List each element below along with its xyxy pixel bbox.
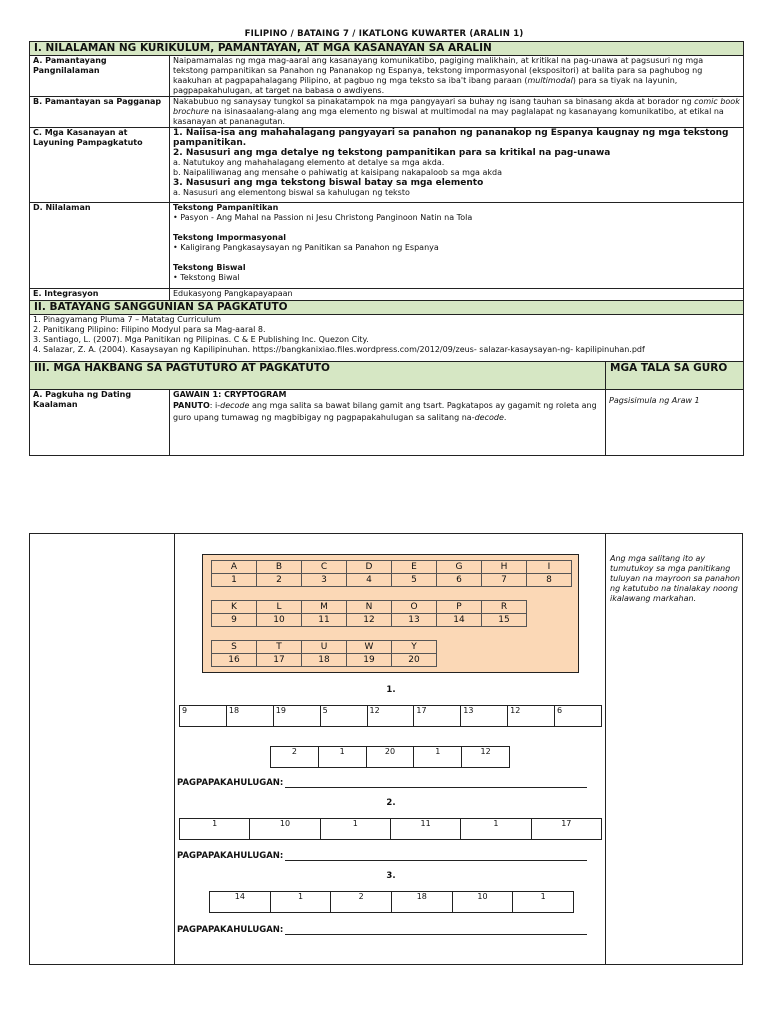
cipher-row-2: K L M N O P R 9 10 11 12 13 14 15 — [211, 600, 527, 627]
cipher-row-3: S T U W Y 16 17 18 19 20 — [211, 640, 437, 667]
answer-box[interactable]: 5 — [320, 706, 367, 727]
answer-box[interactable]: 9 — [180, 706, 227, 727]
puzzle-1-boxes-line-1 — [179, 705, 602, 727]
answer-box[interactable]: 1 — [513, 892, 574, 913]
row-e-label: E. Integrasyon — [30, 289, 170, 301]
row-a-label: A. Pamantayang Pangnilalaman — [30, 56, 170, 97]
answer-box[interactable]: 1 — [320, 819, 390, 840]
meaning-line-2: PAGPAPAKAHULUGAN: — [177, 851, 587, 861]
puzzle-3-number: 3. — [386, 871, 396, 881]
section-3-title: III. MGA HAKBANG SA PAGTUTURO AT PAGKATUTO — [30, 362, 606, 390]
document-title: FILIPINO / BATAING 7 / IKATLONG KUWARTER (ARALIN 1) — [244, 29, 524, 39]
step-a-note: Pagsisimula ng Araw 1 — [606, 390, 744, 456]
answer-box[interactable]: 11 — [390, 819, 460, 840]
answer-box[interactable]: 12 — [508, 706, 555, 727]
references-list: 1. Pinagyamang Pluma 7 – Matatag Curriculum 2. Panitikang Pilipino: Filipino Modyul para sa Mag-aaral 8. 3. Santiago, L. (2007). Mga Panitikan ng Pilipinas. C & E Publishing Inc. Quezon City. 4. Salazar, Z. A. (2004). Kasaysayan ng Kapilipinuhan. https://bangkanixiao.files.wordpress.com/2012/09/zeus- salazar-kasaysayan-ng- kapilipinuhan.pdf — [30, 315, 744, 362]
answer-box[interactable]: 20 — [366, 747, 414, 768]
row-c-content: 1. Naiisa-isa ang mahahalagang pangyayari sa panahon ng pananakop ng Espanya kaugnay ng mga tekstong pampanitikan. 2. Nasusuri ang mga detalye ng tekstong pampanitikan para sa kritikal na pag-unawa a. Natutukoy ang mahahalagang elemento at detalye sa mga akda. b. Naipaliliwanag ang mensahe o pahiwatig at kaisipang nakapaloob sa mga akda 3. Nasusuri ang mga tekstong biswal batay sa mga elemento a. Nasusuri ang elementong biswal sa kahulugan ng teksto — [170, 128, 744, 203]
meaning-line-3: PAGPAPAKAHULUGAN: — [177, 925, 587, 935]
answer-box[interactable]: 17 — [531, 819, 601, 840]
meaning-answer-line[interactable] — [285, 925, 587, 935]
answer-box[interactable]: 13 — [461, 706, 508, 727]
answer-box[interactable]: 18 — [391, 892, 452, 913]
puzzle-3-boxes — [209, 891, 574, 913]
answer-box[interactable]: 17 — [414, 706, 461, 727]
answer-box[interactable]: 10 — [250, 819, 320, 840]
row-b-content: Nakabubuo ng sanaysay tungkol sa pinakatampok na mga pangyayari sa buhay ng isang tauhan sa binasang akda at borador ng comic book brochure na isinasaalang-alang ang mga elemento ng biswal at multimodal na may paglalapat ng kasanayang komunikatibo, at etikal na kasanayan at pananagutan. — [170, 97, 744, 128]
column-divider — [605, 534, 606, 964]
answer-box[interactable]: 6 — [555, 706, 602, 727]
cipher-row-1: A B C D E G H I 1 2 3 4 5 6 7 8 — [211, 560, 572, 587]
puzzle-1-boxes-line-2 — [270, 746, 510, 768]
answer-box[interactable]: 12 — [367, 706, 414, 727]
meaning-answer-line[interactable] — [285, 851, 587, 861]
section-1-title: I. NILALAMAN NG KURIKULUM, PAMANTAYAN, AT MGA KASANAYAN SA ARALIN — [30, 42, 744, 56]
section-2-title: II. BATAYANG SANGGUNIAN SA PAGKATUTO — [30, 301, 744, 315]
puzzle-1-number: 1. — [386, 685, 396, 695]
row-d-label: D. Nilalaman — [30, 203, 170, 289]
puzzle-2-number: 2. — [386, 798, 396, 808]
row-a-content: Naipamamalas ng mga mag-aaral ang kasanayang komunikatibo, pagiging malikhain, at kritikal na pag-unawa at pagsusuri ng mga tekstong pampanitikan sa Panahon ng Pananakop ng Espanya, tekstong impormasyonal (ekspositori) at balita para sa paghubog ng kaakuhan at pagpapahalagang Pilipino, at pagbuo ng mga teksto sa iba't ibang paraan (multimodal) para sa tiyak na layunin, pagpapakahulugan, at target na babasa o awdiyens. — [170, 56, 744, 97]
row-d-content: Tekstong Pampanitikan • Pasyon - Ang Mahal na Passion ni Jesu Christong Panginoon Natin na Tola Tekstong Impormasyonal • Kaligirang Pangkasaysayan ng Panitikan sa Panahon ng Espanya Tekstong Biswal • Tekstong Biwal — [170, 203, 744, 289]
column-divider — [174, 534, 175, 964]
row-b-label: B. Pamantayan sa Pagganap — [30, 97, 170, 128]
meaning-answer-line[interactable] — [285, 778, 587, 788]
answer-box[interactable]: 18 — [226, 706, 273, 727]
answer-box[interactable]: 1 — [318, 747, 366, 768]
puzzle-2-boxes — [179, 818, 602, 840]
answer-box[interactable]: 19 — [273, 706, 320, 727]
notes-header: MGA TALA SA GURO — [606, 362, 744, 390]
step-a-label: A. Pagkuha ng Dating Kaalaman — [30, 390, 170, 456]
meaning-line-1: PAGPAPAKAHULUGAN: — [177, 778, 587, 788]
answer-box[interactable]: 1 — [414, 747, 462, 768]
teacher-note: Ang mga salitang ito ay tumutukoy sa mga panitikang tuluyan na mayroon sa panahon ng katutubo na tinalakay noong ikalawang markahan. — [610, 554, 740, 603]
answer-box[interactable]: 12 — [462, 747, 510, 768]
answer-box[interactable]: 1 — [461, 819, 531, 840]
answer-box[interactable]: 1 — [270, 892, 331, 913]
cryptogram-chart — [202, 554, 579, 673]
lesson-plan-table — [29, 41, 744, 456]
activity-page — [29, 533, 743, 965]
row-c-label: C. Mga Kasanayan at Layuning Pampagkatuto — [30, 128, 170, 203]
answer-box[interactable]: 2 — [331, 892, 392, 913]
answer-box[interactable]: 2 — [271, 747, 319, 768]
step-a-content: GAWAIN 1: CRYPTOGRAM PANUTO: i-decode ang mga salita sa bawat bilang gamit ang tsart. Pagkatapos ay gagamit ng roleta ang guro upang tumawag ng magbibigay ng pagpapakahulugan sa salitang na-decode. — [170, 390, 606, 456]
answer-box[interactable]: 1 — [180, 819, 250, 840]
answer-box[interactable]: 10 — [452, 892, 513, 913]
row-e-content: Edukasyong Pangkapayapaan — [170, 289, 744, 301]
answer-box[interactable]: 14 — [210, 892, 271, 913]
